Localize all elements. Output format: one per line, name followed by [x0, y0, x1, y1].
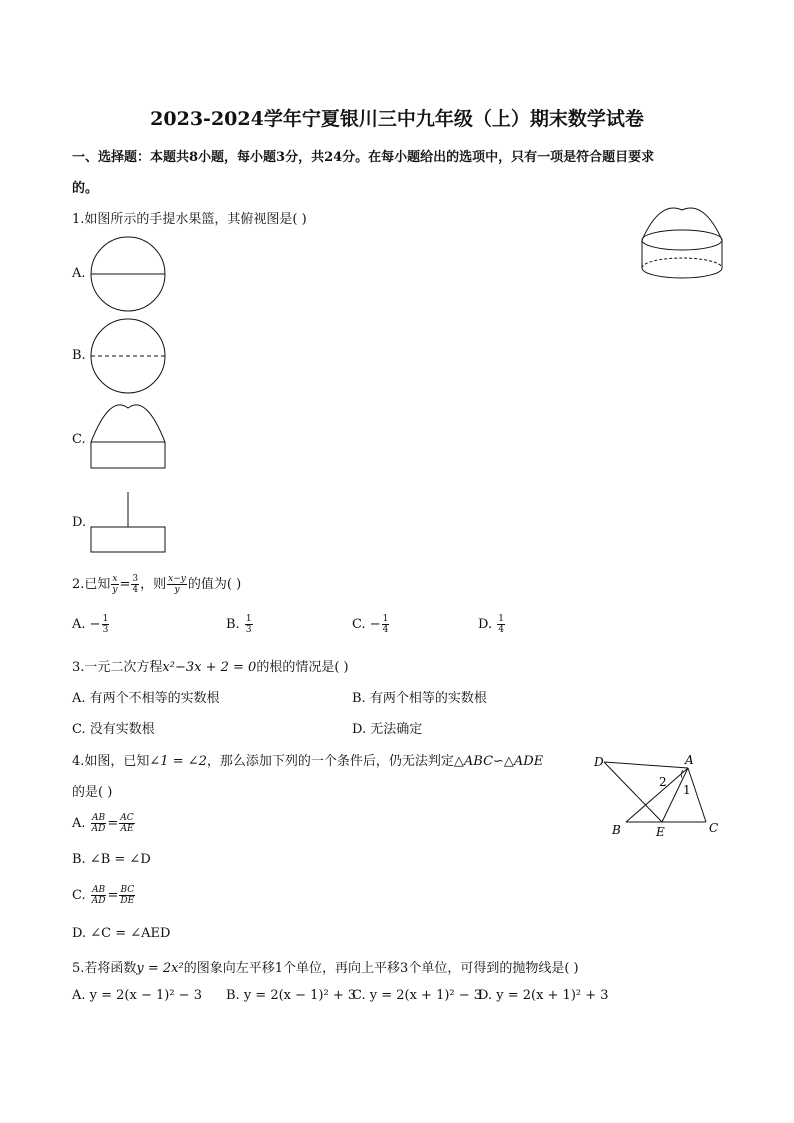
q2-option-b-den: 3 — [245, 625, 252, 635]
q3-option-b: B. 有两个相等的实数根 — [352, 691, 487, 706]
q5-option-a: A. y = 2(x − 1)² − 3 — [72, 988, 202, 1003]
q1-option-c-figure — [90, 406, 168, 470]
q4-option-c-label: C. — [72, 888, 86, 903]
q4-stem-line2: 的是( ) — [72, 785, 113, 800]
q2-option-d-label: D. — [478, 617, 493, 632]
q2-stem-mid: ，则 — [140, 577, 167, 592]
q2-option-d — [478, 614, 506, 636]
q4-option-b: B. ∠B = ∠D — [72, 852, 151, 867]
q4-triangle-figure — [590, 748, 730, 844]
q1-option-c-label: C. — [72, 432, 86, 447]
q2-expr-fraction — [167, 574, 187, 595]
fig-label-a: A — [685, 753, 694, 767]
q4-option-a-frac1 — [91, 813, 107, 834]
q3-stem-suffix: 的根的情况是( ) — [256, 660, 349, 675]
q1-stem: 1.如图所示的手提水果篮，其俯视图是( ) — [72, 212, 307, 227]
q2-given-val-den: 4 — [132, 585, 139, 595]
fig-label-c: C — [709, 821, 719, 835]
fig-label-1: 1 — [683, 783, 691, 797]
q2-stem — [72, 574, 241, 596]
q5-n2: 3 — [400, 961, 409, 976]
q2-option-a-label: A. — [72, 617, 86, 632]
q2-given-num: x — [112, 574, 118, 584]
q2-option-c — [352, 614, 390, 636]
section-header-line1: 一、选择题：本题共8小题，每小题3分，共24分。在每小题给出的选项中，只有一项是符合题目要求 — [72, 150, 655, 165]
q2-expr-den: y — [174, 585, 180, 595]
fig-label-d: D — [594, 755, 604, 769]
fruit-basket-figure — [640, 208, 724, 280]
q5-n1: 1 — [274, 961, 284, 976]
q3-stem-prefix: 3.一元二次方程 — [72, 660, 163, 675]
q4-stem-prefix: 4.如图，已知 — [72, 754, 150, 769]
q2-option-c-label: C. — [352, 617, 366, 632]
q2-option-a — [72, 614, 110, 636]
q4-option-d: D. ∠C = ∠AED — [72, 926, 171, 941]
q2-option-a-sign: − — [89, 617, 101, 632]
q2-given-value — [131, 574, 139, 595]
fig-label-e: E — [656, 825, 665, 839]
q4-option-c-n2: BC — [120, 885, 135, 895]
q2-given-fraction — [111, 574, 118, 595]
q2-option-c-fraction — [382, 614, 390, 635]
q2-given-den: y — [112, 585, 118, 595]
q2-option-b-num: 1 — [245, 614, 252, 624]
q2-option-a-fraction — [102, 614, 110, 635]
q4-option-a-n2: AC — [120, 813, 134, 823]
q3-option-d: D. 无法确定 — [352, 722, 423, 737]
q3-stem — [72, 656, 349, 675]
q5-stem-suffix: 个单位，可得到的抛物线是( ) — [408, 961, 579, 976]
q1-option-a-label: A. — [72, 266, 86, 281]
q4-option-a-label: A. — [72, 816, 86, 831]
q4-option-c-d2: DE — [120, 896, 135, 906]
q4-option-c: C. $\frac{AB}{AD}$ = $\frac{BC}{DE}$ — [72, 885, 135, 906]
q2-expr-num: x−y — [168, 574, 186, 584]
q5-option-b: B. y = 2(x − 1)² + 3 — [226, 988, 357, 1003]
q2-option-c-num: 1 — [382, 614, 389, 624]
q3-option-a: A. 有两个不相等的实数根 — [72, 691, 220, 706]
q4-stem-line1 — [72, 750, 543, 769]
q2-option-d-den: 4 — [498, 625, 504, 635]
q2-option-b-label: B. — [226, 617, 240, 632]
q1-option-d-label: D. — [72, 515, 87, 530]
q5-stem-mid1: 的图象向左平移 — [183, 961, 275, 976]
q2-option-c-sign: − — [369, 617, 381, 632]
q2-stem-suffix: 的值为( ) — [187, 577, 242, 592]
q4-option-a-d1: AD — [91, 824, 106, 834]
q4-stem-mid: ，那么添加下列的一个条件后，仍无法判定 — [206, 754, 454, 769]
q2-option-d-num: 1 — [498, 614, 504, 624]
q3-equation: x²−3x + 2 = 0 — [162, 660, 257, 675]
q2-option-d-fraction — [497, 614, 505, 635]
q4-option-c-frac1 — [91, 885, 107, 906]
q2-eq: = — [119, 577, 131, 592]
q4-option-c-n1: AB — [92, 885, 106, 895]
q1-option-b-label: B. — [72, 348, 86, 363]
q4-similar: △ABC∽△ADE — [453, 754, 544, 769]
q4-angles: ∠1 = ∠2 — [149, 754, 207, 769]
q2-stem-prefix: 2.已知 — [72, 577, 111, 592]
q4-option-a-d2: AE — [120, 824, 134, 834]
q5-func: y = 2x² — [136, 961, 184, 976]
q2-option-b — [226, 614, 254, 636]
q5-option-c: C. y = 2(x + 1)² − 3 — [352, 988, 483, 1003]
q2-option-b-fraction — [245, 614, 253, 635]
q5-option-d: D. y = 2(x + 1)² + 3 — [478, 988, 609, 1003]
q4-option-c-frac2 — [119, 885, 135, 906]
fig-label-b: B — [612, 823, 621, 837]
q4-option-c-d1: AD — [91, 896, 106, 906]
q1-option-a-figure — [90, 236, 168, 312]
q4-option-a-n1: AB — [91, 813, 106, 823]
q2-option-a-num: 1 — [102, 614, 109, 624]
q4-option-a: A. $\frac{AB}{AD}$ = $\frac{AC}{AE}$ — [72, 813, 134, 834]
q2-option-c-den: 4 — [382, 625, 389, 635]
page-title: 2023-2024学年宁夏银川三中九年级（上）期末数学试卷 — [150, 108, 644, 130]
section-header-line2: 的。 — [72, 181, 99, 196]
q1-option-b-figure — [90, 318, 168, 394]
q5-stem-prefix: 5.若将函数 — [72, 961, 137, 976]
q3-option-c: C. 没有实数根 — [72, 722, 155, 737]
q1-option-d-figure — [90, 492, 168, 554]
fig-label-2: 2 — [659, 775, 667, 789]
q4-option-a-frac2 — [119, 813, 134, 834]
q5-stem-mid2: 个单位，再向上平移 — [283, 961, 401, 976]
q2-option-a-den: 3 — [102, 625, 109, 635]
q2-given-val-num: 3 — [132, 574, 139, 584]
q5-stem — [72, 957, 579, 976]
